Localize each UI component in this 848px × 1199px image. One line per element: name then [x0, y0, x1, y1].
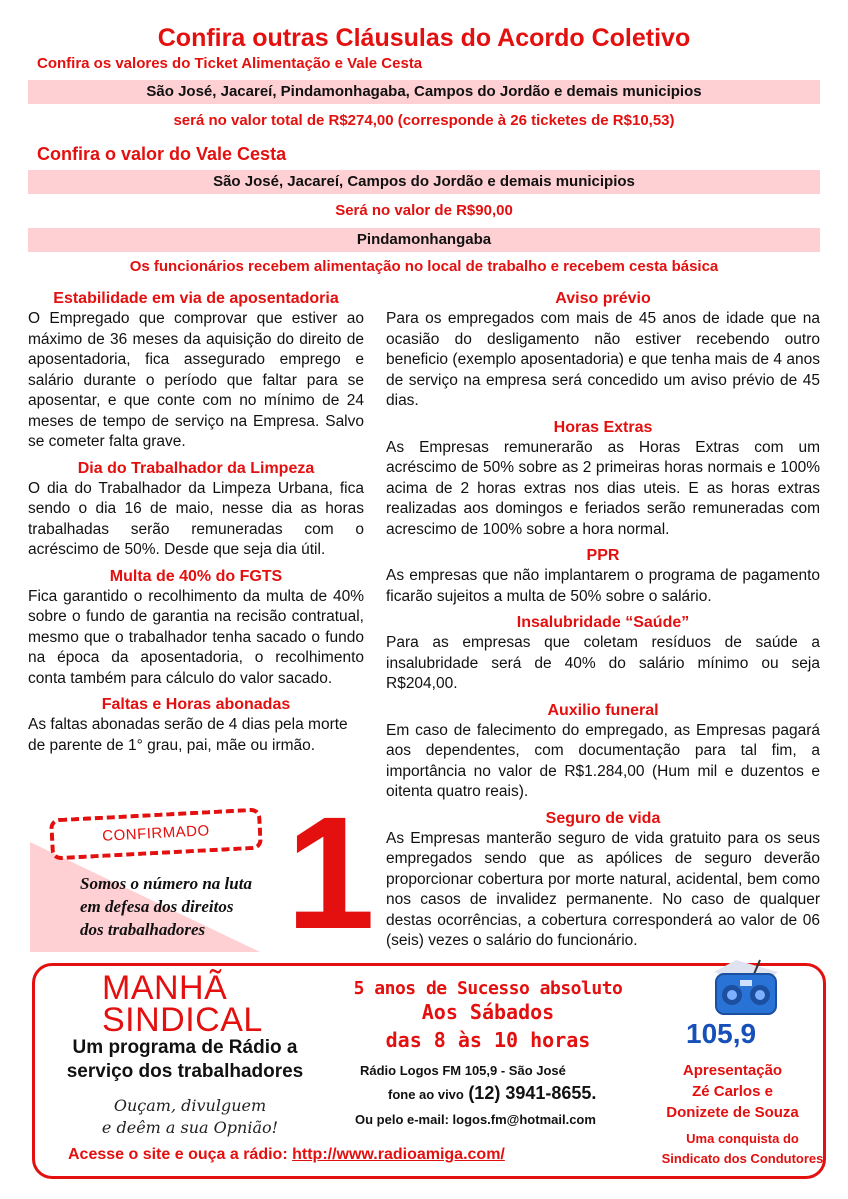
slogan	[80, 872, 252, 941]
conquest-line2: Sindicato dos Condutores	[661, 1151, 824, 1166]
section-text: Em caso de falecimento do empregado, as Empresas pagará aos dependentes, com documentação para tal fim, a importância no valor de R$1.284,00 (Hum mil e duzentos e oitenta quatro reais).	[386, 721, 820, 800]
page-title: Confira outras Cláusulas do Acordo Coletivo	[157, 24, 691, 52]
section-text: As faltas abonadas serão de 4 dias pela morte de parente de 1° grau, pai, mãe ou irmão.	[28, 716, 348, 754]
vale-cesta-heading: Confira o valor do Vale Cesta	[37, 144, 287, 164]
vale-cesta-value: Será no valor de R$90,00	[335, 202, 513, 219]
program-description-line1: Um programa de Rádio a	[72, 1037, 298, 1058]
success-line: 5 anos de Sucesso absoluto	[353, 978, 623, 999]
vale-cesta-city2-band: Pindamonhangaba	[28, 228, 820, 252]
section-title: PPR	[586, 547, 620, 564]
ticket-cities-band: São José, Jacareí, Pindamonhagaba, Campos do Jordão e demais municipios	[28, 80, 820, 104]
section-title: Faltas e Horas abonadas	[101, 696, 291, 713]
site-link[interactable]: http://www.radioamiga.com/	[292, 1146, 505, 1163]
section-text: As empresas que não implantarem o programa de pagamento ficarão sujeitos a multa de 50% sobre o salário.	[386, 567, 820, 605]
phone-number: (12) 3941-8655.	[468, 1083, 597, 1103]
presenter-2: Donizete de Souza	[666, 1104, 799, 1121]
section-title: Multa de 40% do FGTS	[109, 567, 283, 585]
vale-cesta-cities-band: São José, Jacareí, Campos do Jordão e demais municipios	[28, 170, 820, 194]
station-line: Rádio Logos FM 105,9 - São José	[360, 1063, 566, 1078]
call-to-action	[80, 1095, 300, 1139]
ticket-value: será no valor total de R$274,00 (corresponde à 26 ticketes de R$10,53)	[173, 112, 675, 129]
presenters-label: Apresentação	[682, 1062, 783, 1079]
email-line: Ou pelo e-mail: logos.fm@hotmail.com	[355, 1112, 596, 1127]
section-title: Seguro de vida	[545, 809, 661, 827]
section-title: Horas Extras	[553, 418, 653, 436]
program-logo-line2: SINDICAL	[102, 1001, 263, 1039]
section-text: O dia do Trabalhador da Limpeza Urbana, fica sendo o dia 16 de maio, nesse dia as horas trabalhadas serão remuneradas com o acréscimo de 50%. Desde que seja dia útil.	[28, 479, 364, 558]
conquest-line1: Uma conquista do	[686, 1131, 799, 1146]
program-logo	[102, 969, 263, 1039]
program-description	[40, 1036, 330, 1084]
section-text: O Empregado que comprovar que estiver ao máximo de 36 meses da aquisição do direito de aposentadoria, fica assegurado emprego e salário durante o período que faltar para se aposentar, e que conte com no mínimo de 24 meses de tempo de serviço na Empresa. Salvo se cometer falta grave.	[28, 310, 364, 450]
access-label: Acesse o site e ouça a rádio:	[68, 1146, 288, 1163]
section-text: As Empresas remunerarão as Horas Extras com um acréscimo de 50% sobre as 2 primeiras horas normais e 100% acima de 2 horas extras nos dias uteis. E as horas extras realizadas aos domingos e feriados serão remuneradas com acrescimo de 100% sobre a hora normal.	[386, 438, 820, 538]
slogan-line: dos trabalhadores	[80, 920, 206, 939]
right-column	[386, 288, 820, 957]
vale-cesta-note: Os funcionários recebem alimentação no local de trabalho e recebem cesta básica	[129, 258, 719, 275]
hours-line: das 8 às 10 horas	[385, 1028, 591, 1052]
program-description-line2: serviço dos trabalhadores	[66, 1061, 304, 1082]
presenter-1: Zé Carlos e	[692, 1083, 773, 1100]
section-text: As Empresas manterão seguro de vida gratuito para os seus empregados sendo que as apólices de seguro deverão proporcionar cobertura por morte natural, acidental, bem como nos casos de invalidez permanente. No caso de qualquer destas ocorrências, a cobertura corresponderá ao valor de 06 (seis) vezes o salário do funcionário.	[386, 829, 820, 949]
big-number-one: 1	[286, 783, 375, 962]
call-line2: e deêm a sua Opnião!	[101, 1118, 279, 1137]
frequency: 105,9	[686, 1018, 757, 1049]
program-logo-line1: MANHÃ	[102, 969, 228, 1007]
section-text: Para as empresas que coletam resíduos de saúde a insalubridade será de 40% do salário mínimo ou seja R$204,00.	[386, 634, 820, 692]
ticket-subtitle: Confira os valores do Ticket Alimentação e Vale Cesta	[37, 55, 423, 72]
section-title: Aviso prévio	[555, 290, 651, 307]
call-line1: Ouçam, divulguem	[113, 1096, 267, 1115]
section-text: Para os empregados com mais de 45 anos de idade que na ocasião do desligamento não estiver recebendo outro beneficio (exemplo aposentadoria) e que tenha mais de 4 anos de serviço na empresa será concedido um aviso prévio de 45 dias.	[386, 310, 820, 409]
left-column	[28, 288, 364, 761]
slogan-line: em defesa dos direitos	[80, 897, 234, 916]
section-title: Dia do Trabalhador da Limpeza	[77, 459, 315, 477]
confirmado-stamp: CONFIRMADO	[49, 807, 263, 860]
access-line	[68, 1146, 505, 1164]
slogan-line: Somos o número na luta	[80, 874, 252, 893]
section-title: Estabilidade em via de aposentadoria	[53, 290, 339, 307]
section-title: Insalubridade “Saúde”	[516, 614, 690, 631]
radio-icon	[706, 958, 786, 1022]
section-text: Fica garantido o recolhimento da multa de 40% sobre o fundo de garantia na recisão contratual, mesmo que o trabalhador tenha sacado o fundo na época da aposentadoria, o recolhimento conta também para cálculo do valor sacado.	[28, 587, 364, 687]
days-line: Aos Sábados	[421, 1000, 555, 1024]
section-title: Auxilio funeral	[547, 701, 659, 719]
phone-label: fone ao vivo	[388, 1087, 464, 1102]
